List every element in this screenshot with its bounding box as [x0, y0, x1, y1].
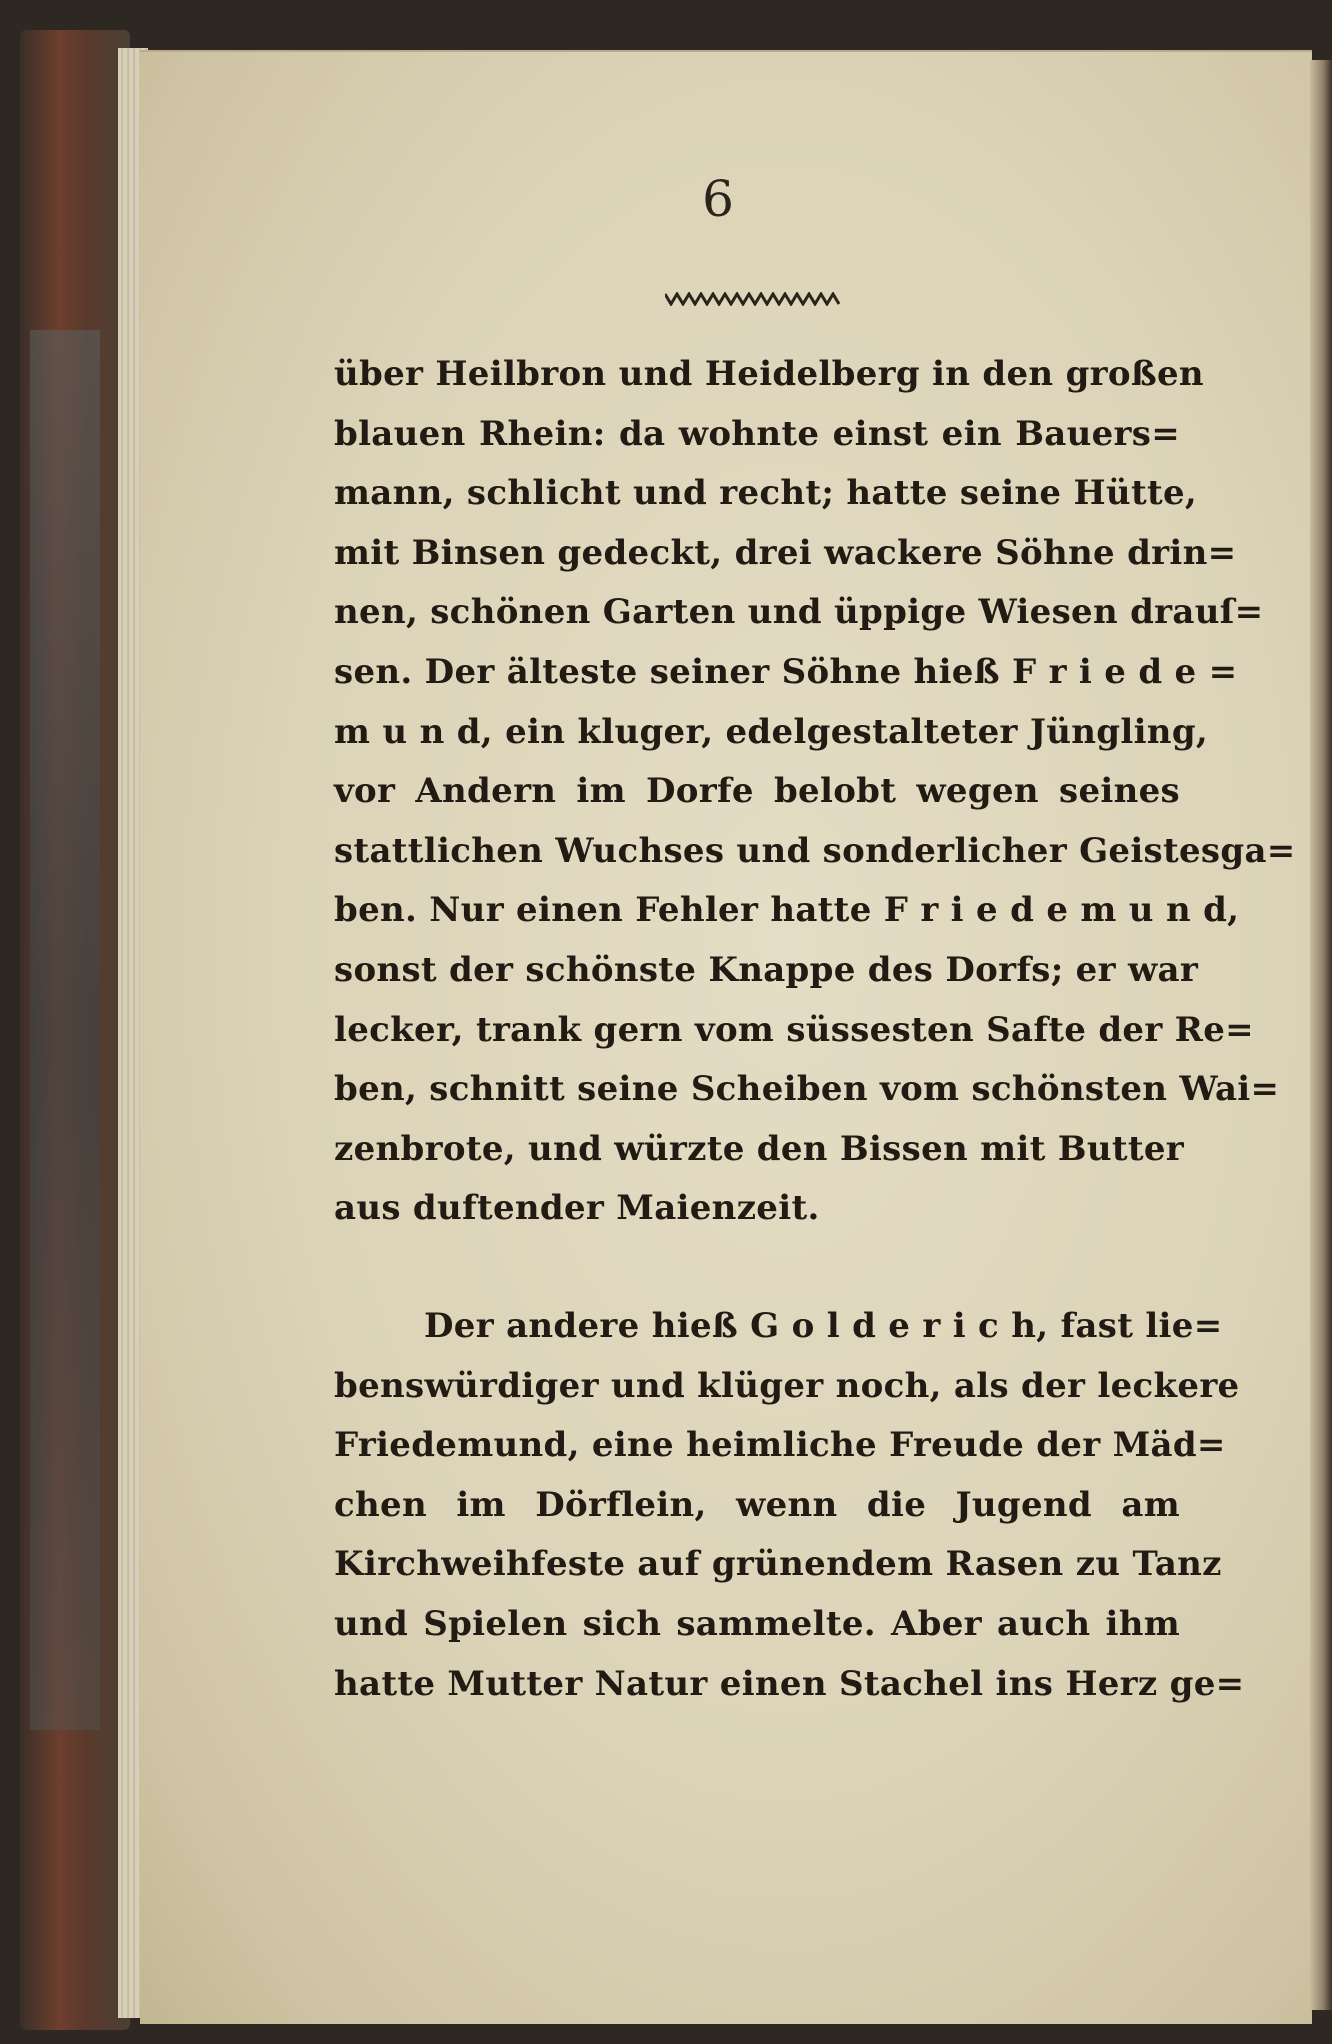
text-line: benswürdiger und klüger noch, als der leckere	[334, 1365, 1240, 1406]
text-line: über Heilbron und Heidelberg in den großen	[334, 354, 1204, 394]
text-line: mann, schlicht und recht; hatte seine Hütte,	[334, 473, 1198, 514]
text-line: ben. Nur einen Fehler hatte F r i e d e m u n d,	[334, 890, 1240, 931]
paragraph-2	[334, 1297, 1245, 1714]
text-line: vor Andern im Dorfe belobt wegen seines	[334, 771, 1180, 812]
text-line: Der andere hieß G o l d e r i c h, fast lie=	[424, 1306, 1223, 1346]
text-line: sonst der schönste Knappe des Dorfs; er war	[334, 949, 1199, 990]
text-line: zenbrote, und würzte den Bissen mit Butter	[334, 1128, 1184, 1169]
text-line: sen. Der älteste seiner Söhne hieß F r i e d e =	[334, 651, 1238, 692]
wavy-rule-ornament	[665, 292, 841, 306]
text-line: mit Binsen gedeckt, drei wackere Söhne drin=	[334, 532, 1237, 573]
text-line: chen im Dörflein, wenn die Jugend am	[334, 1484, 1180, 1525]
page-number: 6	[702, 170, 734, 228]
right-page-shadow	[1310, 60, 1332, 2010]
text-line: blauen Rhein: da wohnte einst ein Bauers=	[334, 413, 1180, 454]
text-line: hatte Mutter Natur einen Stachel ins Herz ge=	[334, 1663, 1245, 1704]
paragraph-1	[334, 345, 1296, 1239]
text-line: Friedemund, eine heimliche Freude der Mäd=	[334, 1425, 1226, 1466]
text-line: m u n d, ein kluger, edelgestalteter Jüngling,	[334, 711, 1209, 752]
text-line: stattlichen Wuchses und sonderlicher Geistesga=	[334, 830, 1296, 871]
text-line: ben, schnitt seine Scheiben vom schönsten Wai=	[334, 1069, 1280, 1110]
text-line: Kirchweihfeste auf grünendem Rasen zu Tanz	[334, 1544, 1222, 1585]
text-line: aus duftender Maienzeit.	[334, 1188, 820, 1229]
book-cover-edge	[20, 30, 130, 2030]
text-line: nen, schönen Garten und üppige Wiesen drauſ=	[334, 592, 1264, 633]
text-line: und Spielen sich sammelte. Aber auch ihm	[334, 1603, 1180, 1644]
text-line: lecker, trank gern vom süssesten Safte der Re=	[334, 1009, 1254, 1050]
